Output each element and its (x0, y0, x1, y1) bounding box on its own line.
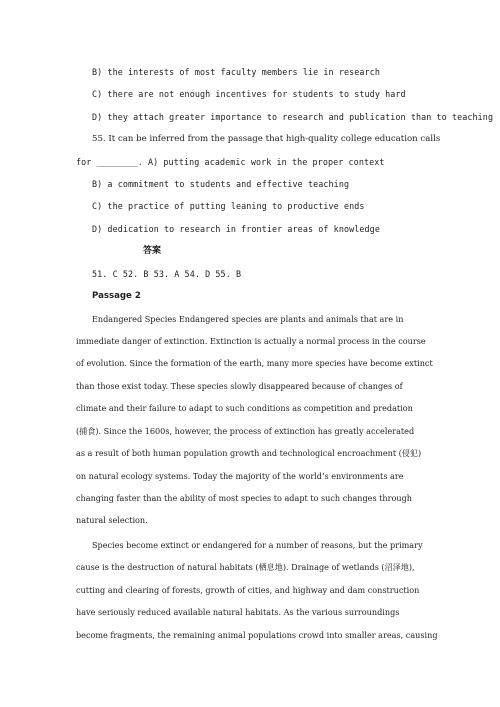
option-b-q54: B) the interests of most faculty members lie in research (92, 67, 380, 77)
passage-line: on natural ecology systems. Today the majority of the world’s environments are (76, 471, 404, 481)
option-d-q54: D) they attach greater importance to research and publication than to teaching (92, 112, 494, 122)
option-b-q55: B) a commitment to students and effective teaching (92, 179, 350, 189)
option-c-q54: C) there are not enough incentives for students to study hard (92, 89, 406, 99)
passage-line: as a result of both human population growth and technological encroachment (侵犯) (76, 448, 422, 458)
option-d-q55: D) dedication to research in frontier areas of knowledge (92, 224, 380, 234)
passage-line: Endangered Species Endangered species are plants and animals that are in (92, 314, 404, 324)
question-55-line2: for ________. A) putting academic work in the proper context (76, 157, 385, 167)
answer-key: 51. C 52. B 53. A 54. D 55. B (92, 269, 242, 279)
passage-line: changing faster than the ability of most species to adapt to such changes through (76, 493, 412, 503)
question-55-line1: 55. It can be inferred from the passage that high-quality college education calls (92, 134, 441, 144)
passage-line: immediate danger of extinction. Extinction is actually a normal process in the course (76, 336, 426, 346)
passage-line: have seriously reduced available natural habitats. As the various surroundings (76, 607, 400, 617)
passage-line: of evolution. Since the formation of the earth, many more species have become extinct (76, 358, 433, 368)
passage-heading: Passage 2 (92, 291, 141, 301)
passage-line: Species become extinct or endangered for a number of reasons, but the primary (92, 540, 423, 550)
passage-line: natural selection. (76, 515, 148, 525)
passage-line: cause is the destruction of natural habitats (栖息地). Drainage of wetlands (沼泽地), (76, 562, 415, 572)
option-c-q55: C) the practice of putting leaning to productive ends (92, 201, 365, 211)
passage-line: (捕食). Since the 1600s, however, the process of extinction has greatly accelerated (76, 426, 415, 436)
passage-line: cutting and clearing of forests, growth of cities, and highway and dam construction (76, 585, 420, 595)
passage-line: become fragments, the remaining animal populations crowd into smaller areas, causing (76, 630, 438, 640)
passage-line: than those exist today. These species slowly disappeared because of changes of (76, 381, 403, 391)
passage-line: climate and their failure to adapt to such conditions as competition and predation (76, 403, 413, 413)
answer-heading: 答案 (143, 246, 162, 256)
